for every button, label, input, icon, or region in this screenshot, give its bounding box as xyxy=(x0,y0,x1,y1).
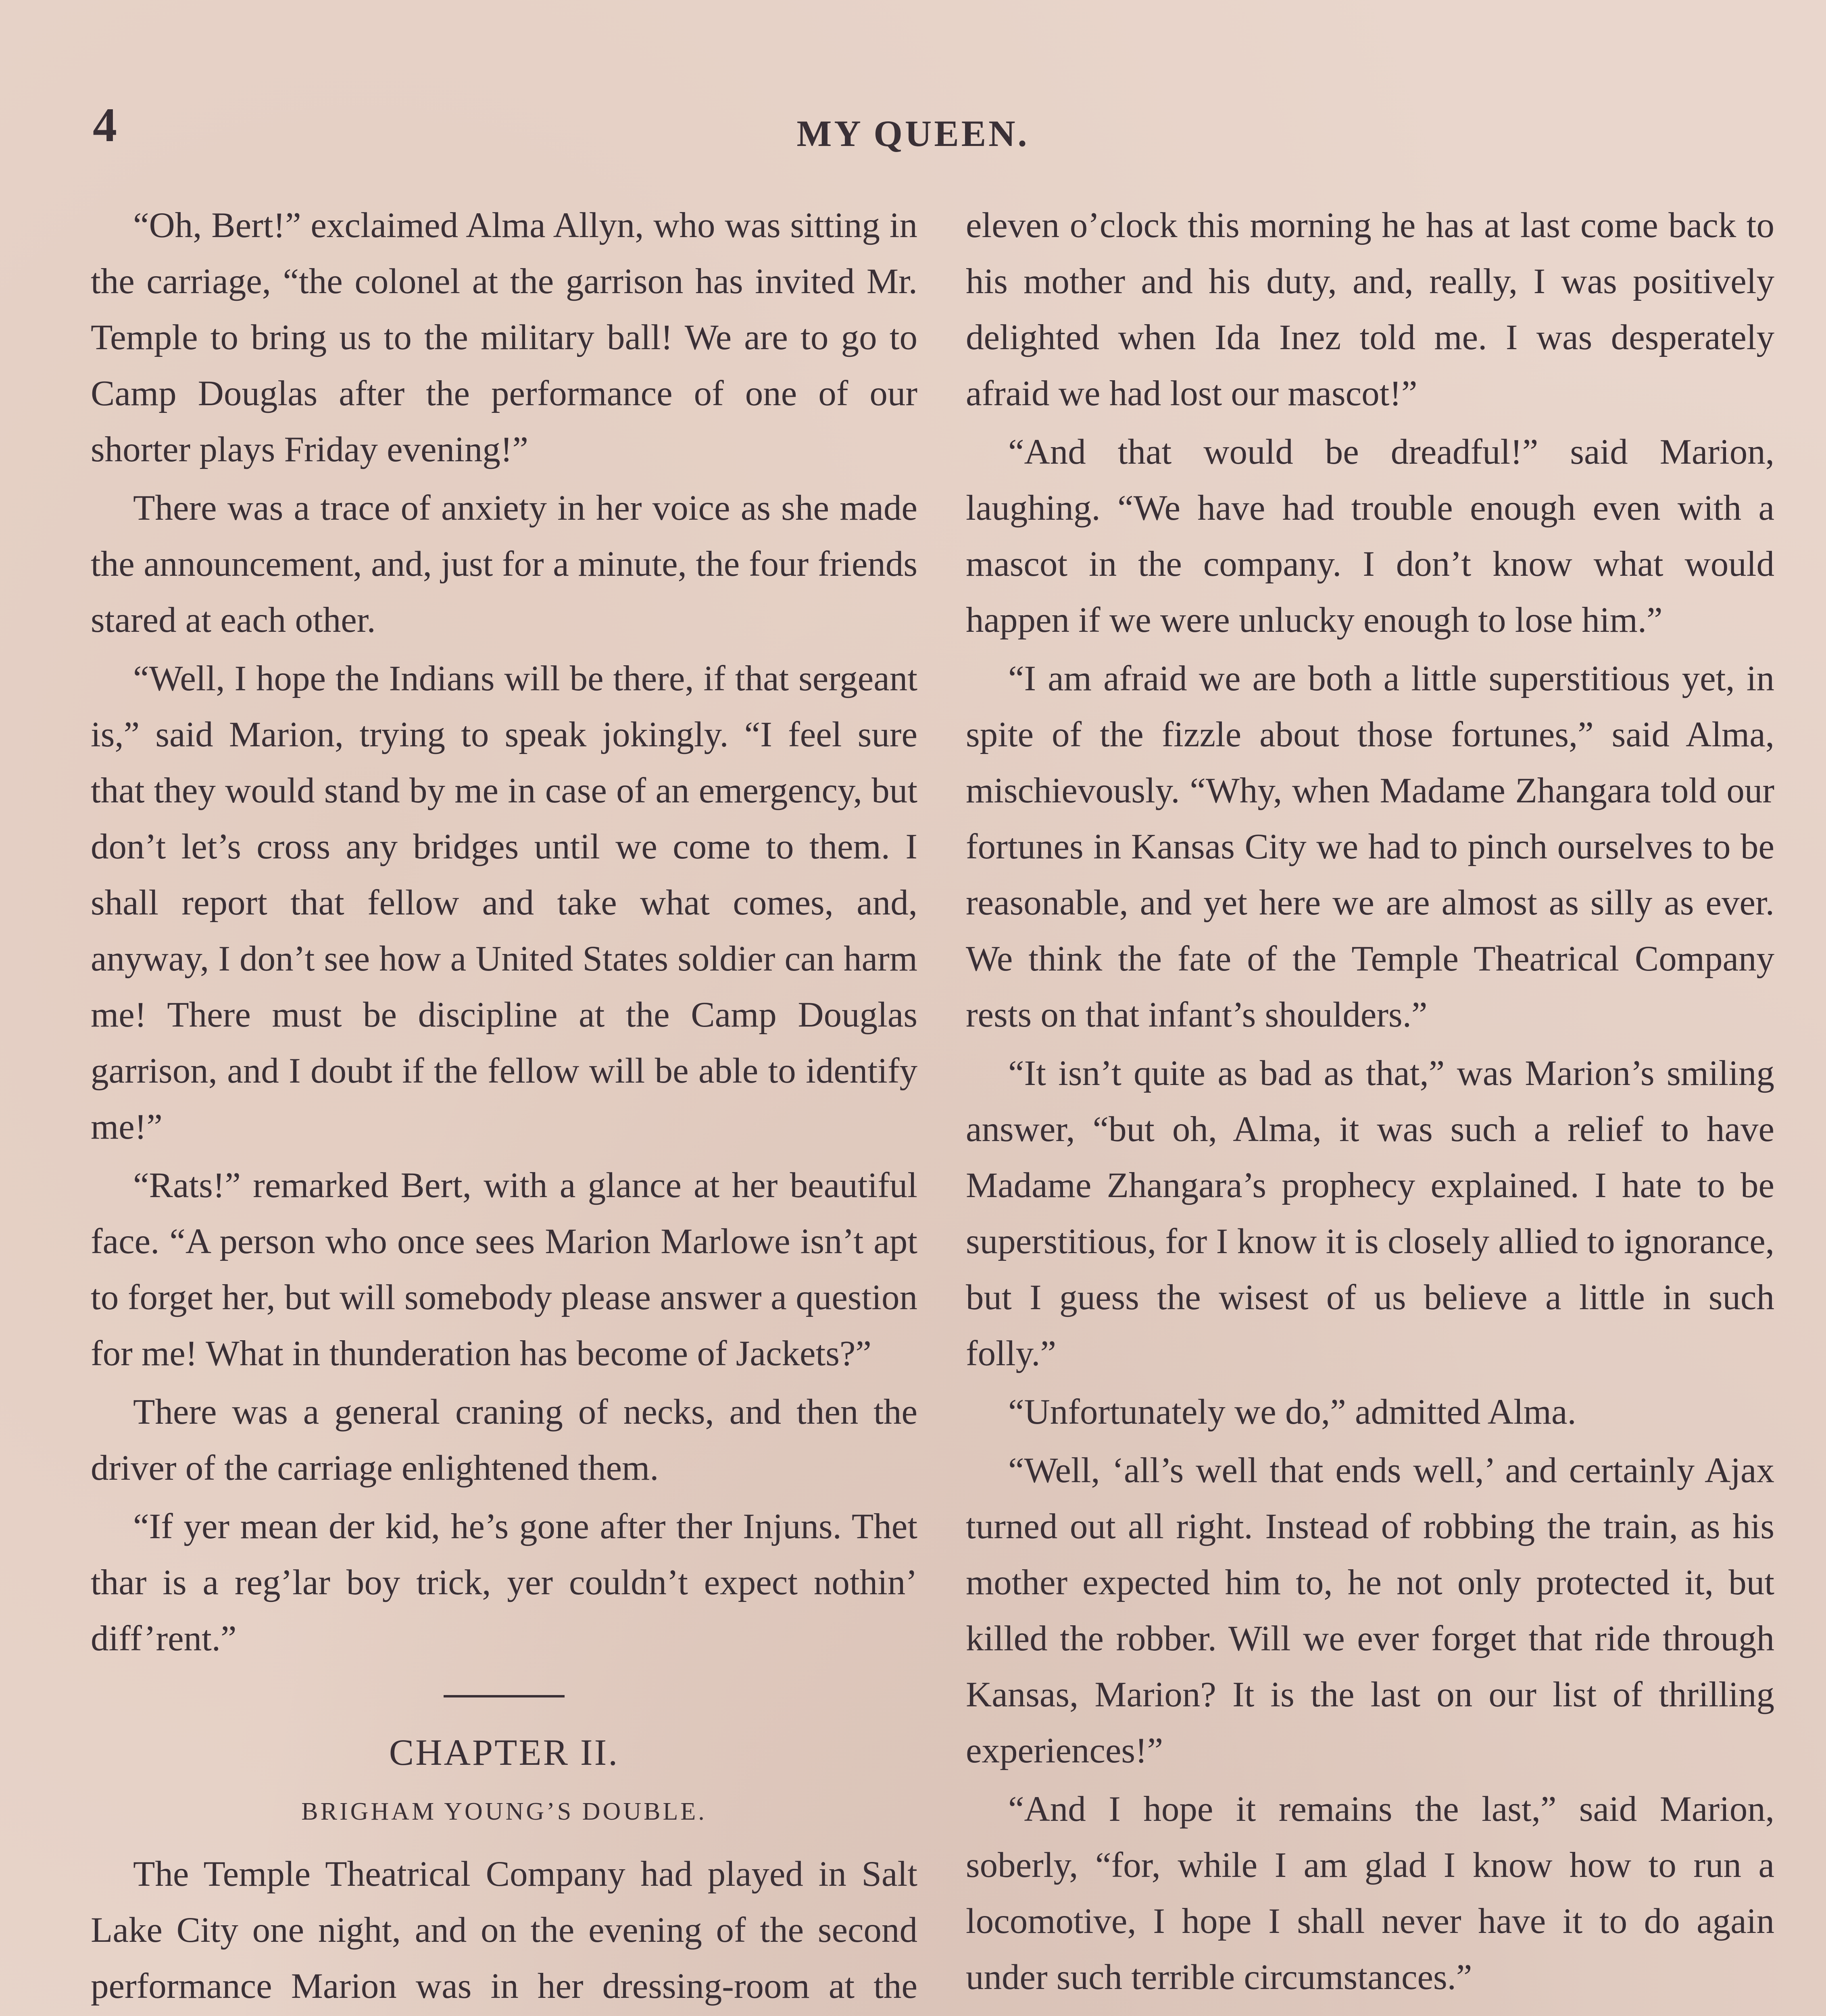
paragraph: “If yer mean der kid, he’s gone after ther Injuns. Thet thar is a reg’lar boy trick, yer couldn’t expect nothin’ diff’rent.” xyxy=(91,1507,917,1658)
right-column xyxy=(966,198,1774,2016)
chapter-subtitle: BRIGHAM YOUNG’S DOUBLE. xyxy=(301,1798,707,1825)
paragraph: “Well, ‘all’s well that ends well,’ and certainly Ajax turned out all right. Instead of robbing the train, as his mother expected him to, he not only protected it, but killed the robber. Will we ever forget that ride through Kansas, Marion? It is the last on our list of thrilling experiences!” xyxy=(966,1451,1774,1770)
paragraph: “Unfortunately we do,” admitted Alma. xyxy=(1008,1392,1576,1432)
paragraph: “Oh, Bert!” exclaimed Alma Allyn, who was sitting in the carriage, “the colonel at the garrison has invited Mr. Temple to bring us to the military ball! We are to go to Camp Douglas after the performance of one of our shorter plays Friday evening!” xyxy=(91,206,917,469)
section-divider xyxy=(444,1695,565,1697)
paragraph: “It isn’t quite as bad as that,” was Marion’s smiling answer, “but oh, Alma, it was such a relief to have Madame Zhangara’s prophecy explained. I hate to be superstitious, for I know it is closely allied to ignorance, but I guess the wisest of us believe a little in such folly.” xyxy=(966,1054,1774,1373)
paragraph: “And I hope it remains the last,” said Marion, soberly, “for, while I am glad I know how to run a locomotive, I hope I shall never have it to do again under such terrible circumstances.” xyxy=(966,1789,1774,1997)
paragraph: “And that would be dreadful!” said Marion, laughing. “We have had trouble enough even with a mascot in the company. I don’t know what would happen if we were unlucky enough to lose him.” xyxy=(966,432,1774,640)
paragraph: “Rats!” remarked Bert, with a glance at her beautiful face. “A person who once sees Marion Marlowe isn’t apt to forget her, but will somebody please answer a question for me! What in thunderation has become of Jackets?” xyxy=(91,1166,917,1373)
chapter-title: CHAPTER II. xyxy=(389,1732,619,1773)
paragraph: The Temple Theatrical Company had played in Salt Lake City one night, and on the evening of the second performance Marion was in her dressing-room at the xyxy=(91,1854,917,2006)
paragraph: “I am afraid we are both a little superstitious yet, in spite of the fizzle about those fortunes,” said Alma, mischievously. “Why, when Madame Zhangara told our fortunes in Kansas City we had to pinch ourselves to be reasonable, and yet here we are almost as silly as ever. We think the fate of the Temple Theatrical Company rests on that infant’s shoulders.” xyxy=(966,659,1774,1035)
paragraph: There was a trace of anxiety in her voice as she made the announcement, and, just for a minute, the four friends stared at each other. xyxy=(91,488,917,640)
paragraph xyxy=(966,2008,1774,2016)
paragraph: “Well, I hope the Indians will be there, if that sergeant is,” said Marion, trying to speak jokingly. “I feel sure that they would stand by me in case of an emergency, but don’t let’s cross any bridges until we come to them. I shall report that fellow and take what comes, and, anyway, I don’t see how a United States soldier can harm me! There must be discipline at the Camp Douglas garrison, and I doubt if the fellow will be able to identify me!” xyxy=(91,659,917,1147)
paragraph: There was a general craning of necks, and then the driver of the carriage enlightened them. xyxy=(91,1392,917,1488)
page-number: 4 xyxy=(93,98,117,152)
left-column xyxy=(91,198,917,2016)
running-title: MY QUEEN. xyxy=(796,113,1030,154)
paragraph: eleven o’clock this morning he has at last come back to his mother and his duty, and, really, I was positively delighted when Ida Inez told me. I was desperately afraid we had lost our mascot!” xyxy=(966,206,1774,413)
